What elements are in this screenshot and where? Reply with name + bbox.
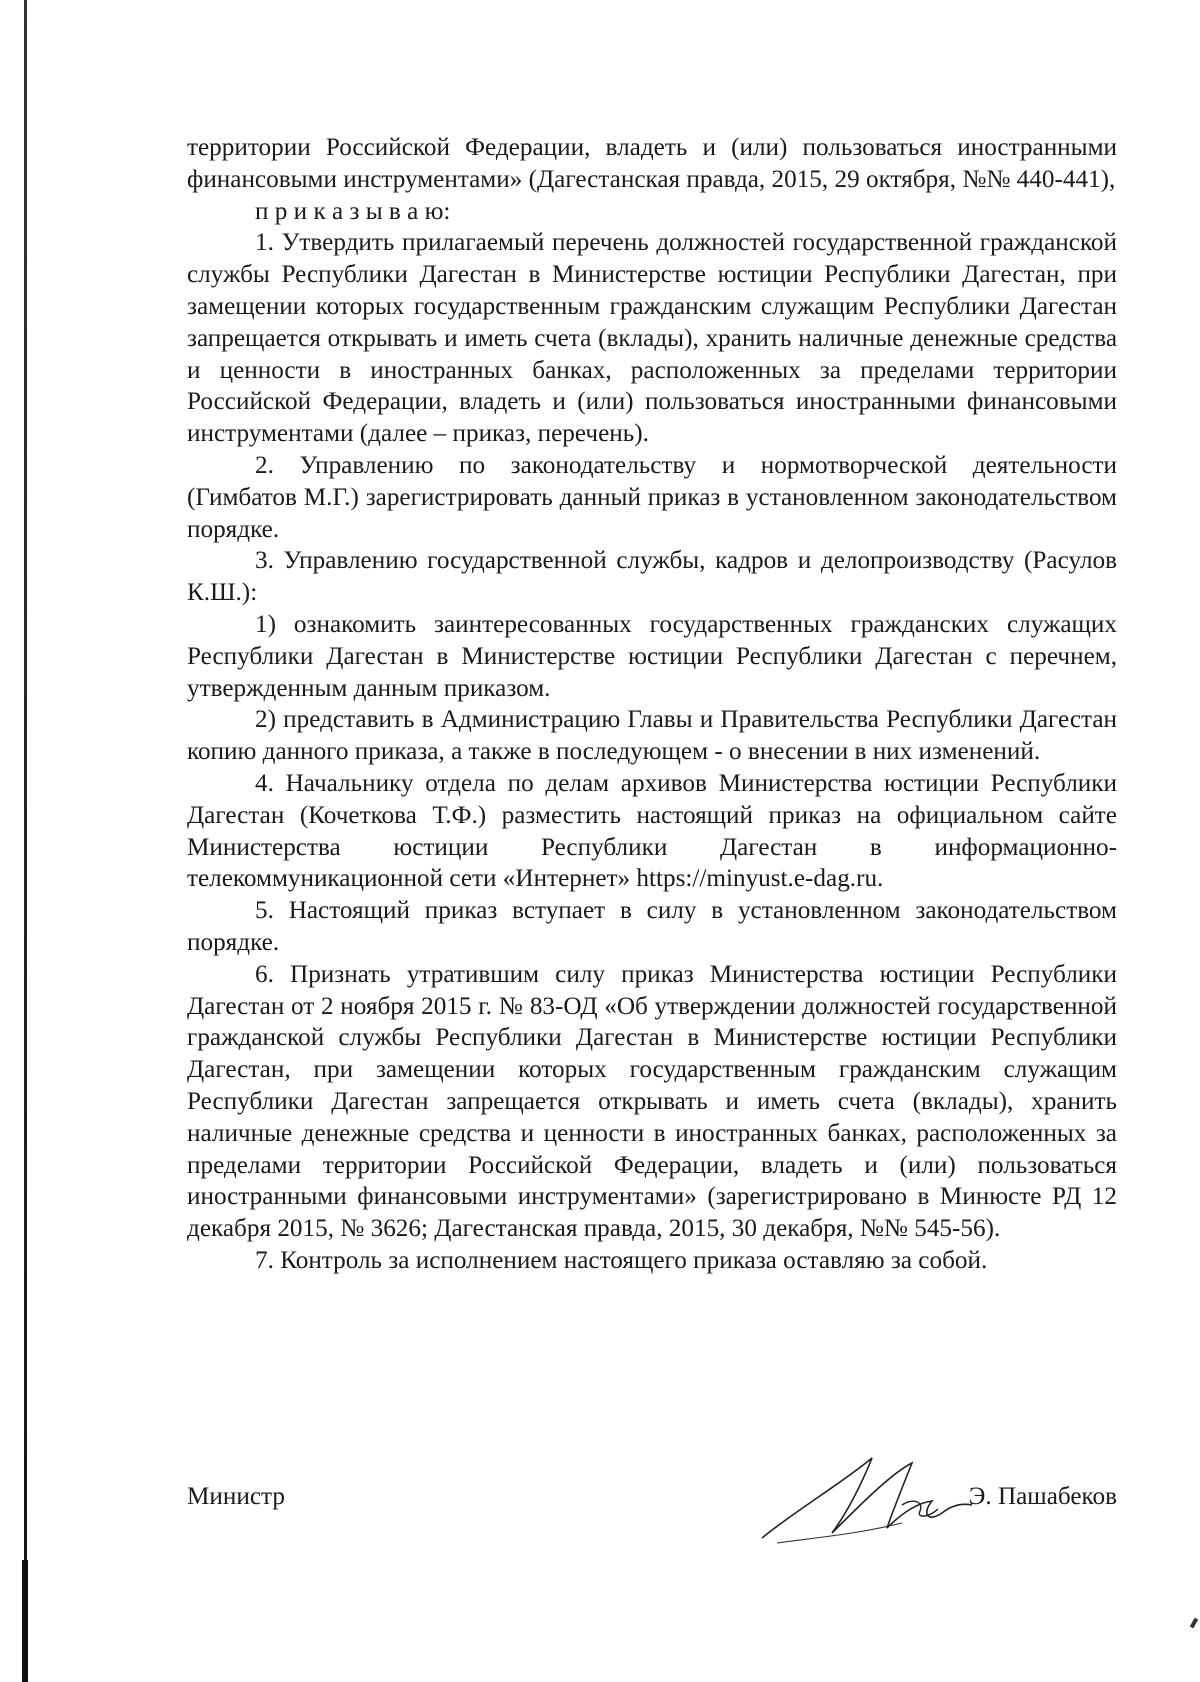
signatory-name: Э. Пашабеков [968, 1483, 1117, 1510]
paragraph-item-3-1: 1) ознакомить заинтересованных государственных гражданских служащих Республики Дагестан в Министерстве юстиции Республики Дагестан с перечнем, утвержденным данным приказом. [187, 610, 1117, 702]
signatory-title: Министр [187, 1483, 285, 1510]
scan-edge-line [24, 0, 27, 1682]
paragraph-item-3-2: 2) представить в Администрацию Главы и Правительства Республики Дагестан копию данного приказа, а также в последующем - о внесении в них изменений. [187, 706, 1117, 766]
scan-mark [1190, 1618, 1198, 1629]
paragraph-item-3: 3. Управлению государственной службы, кадров и делопроизводству (Расулов К.Ш.): [187, 547, 1117, 607]
paragraph-item-6: 6. Признать утратившим силу приказ Министерства юстиции Республики Дагестан от 2 ноября 2015 г. № 83-ОД «Об утверждении должностей государственной гражданской службы Республики Дагестан в Министерстве юстиции Республики Дагестан, при замещении которых государственным гражданским служащим Республики Дагестан запрещается открывать и иметь счета (вклады), хранить наличные денежные средства и ценности в иностранных банках, расположенных за пределами территории Российской Федерации, владеть и (или) пользоваться иностранными финансовыми инструментами» (зарегистрировано в Минюсте РД 12 декабря 2015, № 3626; Дагестанская правда, 2015, 30 декабря, №№ 545-56). [187, 960, 1117, 1243]
paragraph-order: п р и к а з ы в а ю: [255, 197, 451, 225]
paragraph-intro: территории Российской Федерации, владеть и (или) пользоваться иностранными финансовыми инструментами» (Дагестанская правда, 2015, 29 октября, №№ 440-441), [187, 134, 1117, 193]
paragraph-item-2: 2. Управлению по законодательству и нормотворческой деятельности (Гимбатов М.Г.) зарегистрировать данный приказ в установленном законодательством порядке. [187, 451, 1117, 543]
paragraph-item-5: 5. Настоящий приказ вступает в силу в установленном законодательством порядке. [187, 897, 1117, 956]
scan-edge-shadow [22, 1560, 28, 1682]
document-body [187, 132, 1117, 1277]
paragraph-item-4: 4. Начальнику отдела по делам архивов Министерства юстиции Республики Дагестан (Кочеткова Т.Ф.) разместить настоящий приказ на официальном сайте Министерства юстиции Республики Дагестан в информационно-телекоммуникационной сети «Интернет» https://minyust.e-dag.ru. [187, 769, 1117, 893]
paragraph-item-1: 1. Утвердить прилагаемый перечень должностей государственной гражданской службы Республики Дагестан в Министерстве юстиции Республики Дагестан, при замещении которых государственным гражданским служащим Республики Дагестан запрещается открывать и иметь счета (вклады), хранить наличные денежные средства и ценности в иностранных банках, расположенных за пределами территории Российской Федерации, владеть и (или) пользоваться иностранными финансовыми инструментами (далее – приказ, перечень). [187, 229, 1117, 448]
handwritten-signature [752, 1443, 992, 1553]
signature-block [187, 1483, 1117, 1563]
paragraph-item-7: 7. Контроль за исполнением настоящего приказа оставляю за собой. [255, 1246, 988, 1274]
